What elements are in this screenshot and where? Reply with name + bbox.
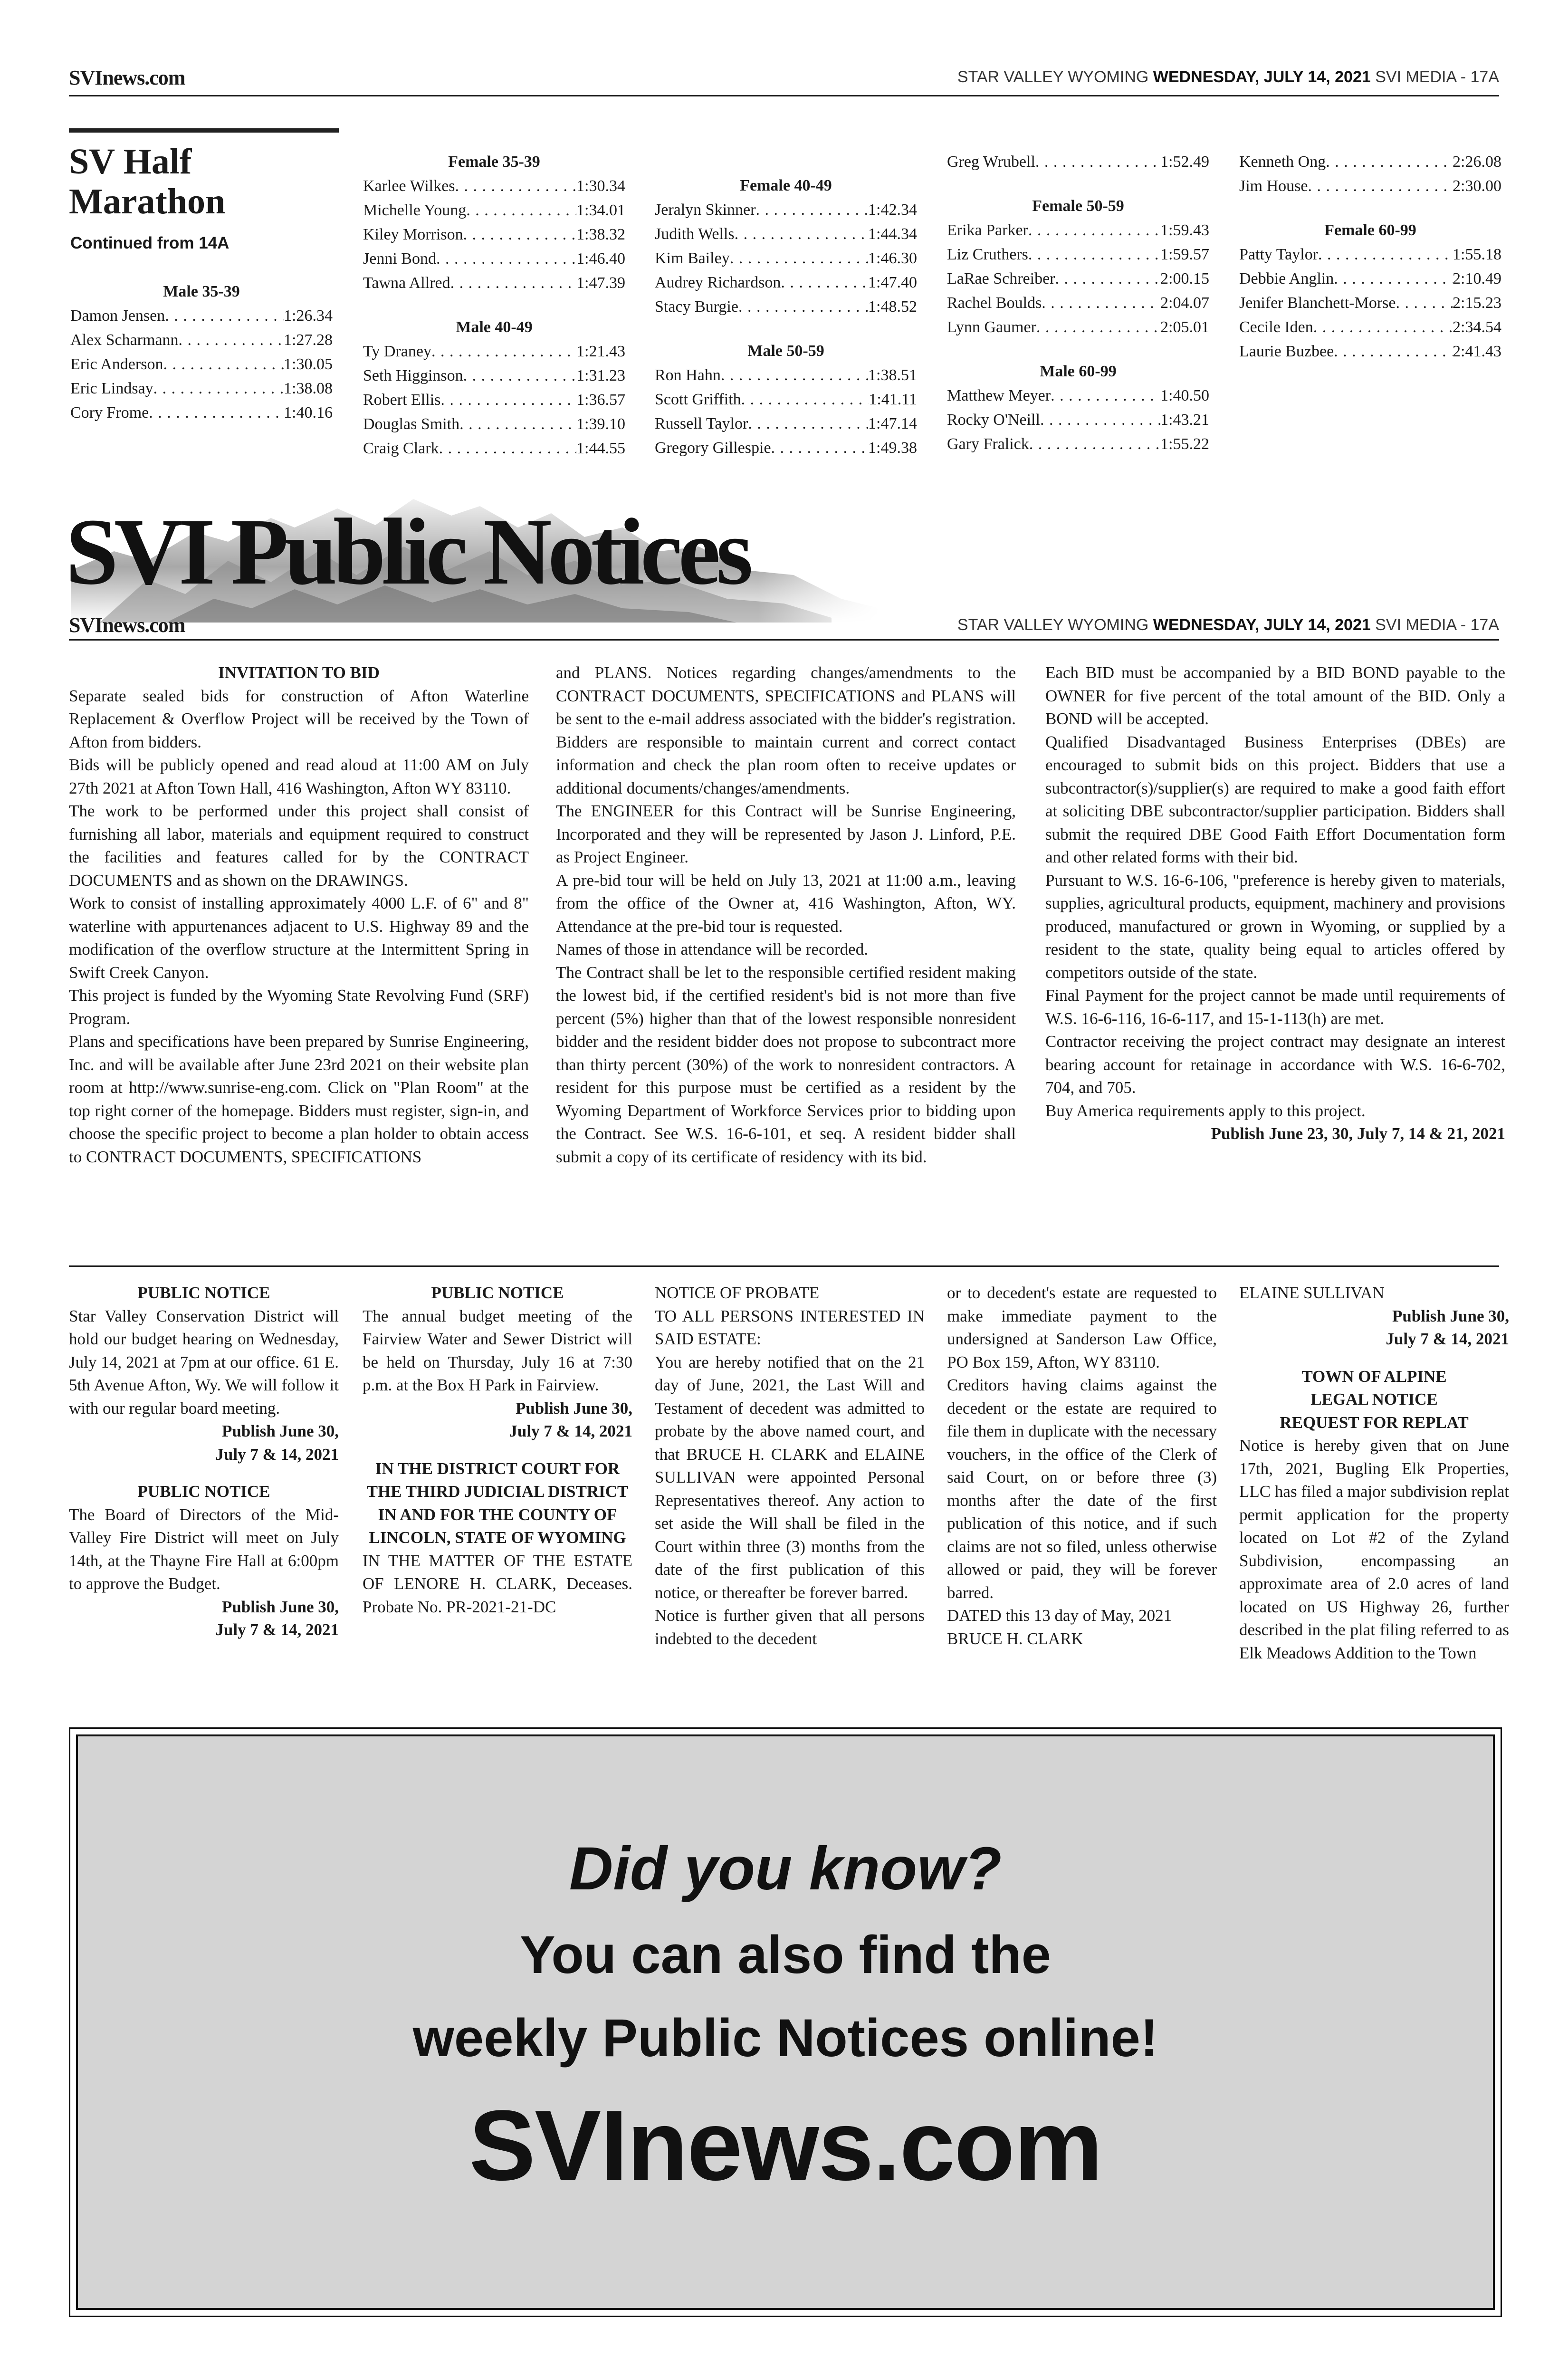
results-title-line2: Marathon — [69, 182, 226, 221]
runner-name: Seth Higginson — [363, 367, 463, 384]
dot-leader — [1040, 408, 1160, 432]
runner-name: LaRae Schreiber — [947, 270, 1055, 287]
runner-name: Audrey Richardson — [655, 274, 781, 291]
dot-leader — [179, 328, 284, 352]
dot-leader — [781, 270, 868, 295]
group-spacer — [363, 295, 625, 315]
result-row — [1239, 267, 1501, 291]
result-row — [947, 267, 1209, 291]
notice-paragraph: Final Payment for the project cannot be made until requirements of W.S. 16-6-116, 16-6-117, and 15-1-113(h) are met. — [1045, 986, 1505, 1028]
finish-time: 1:40.16 — [284, 404, 333, 422]
notice-paragraph: Separate sealed bids for construction of Afton Waterline Replacement & Overflow Project will be received by the Town of Afton from bidders. — [69, 686, 529, 751]
runner-name: Lynn Gaumer — [947, 318, 1036, 336]
dot-leader — [436, 247, 576, 271]
notice-paragraph: INVITATION TO BID — [218, 663, 380, 682]
dot-leader — [466, 198, 576, 222]
runner-name: Laurie Buzbee — [1239, 343, 1334, 360]
result-row — [70, 376, 333, 401]
runner-name: Stacy Burgie — [655, 298, 738, 316]
notice-paragraph: Plans and specifications have been prepared by Sunrise Engineering, Inc. and will be available after June 23rd 2021 on their website plan room at http://www.sunrise-eng.com. Click on "Plan Room" at the top right corner of the homepage. Bidders must register, sign-in, and choose the specific project to become a plan holder to obtain access to CONTRACT DOCUMENTS, SPECIFICATIONS — [69, 1032, 529, 1166]
finish-time: 2:34.54 — [1453, 318, 1501, 336]
runner-name: Kiley Morrison — [363, 226, 463, 243]
result-row — [363, 174, 625, 198]
runner-name: Craig Clark — [363, 440, 439, 457]
finish-time: 2:26.08 — [1453, 153, 1501, 171]
runner-name: Alex Scharmann — [70, 331, 179, 349]
dot-leader — [741, 387, 869, 412]
runner-name: Eric Lindsay — [70, 380, 153, 397]
finish-time: 1:36.57 — [576, 391, 625, 409]
ad-website-link[interactable]: SVInews.com — [469, 2089, 1102, 2201]
result-row — [655, 270, 917, 295]
notice-paragraph: A pre-bid tour will be held on July 13, 2021 at 11:00 a.m., leaving from the office of the Owner at, 416 Washington, Afton, WY. Attendance at the pre-bid tour is requested. — [556, 871, 1016, 936]
runner-name: Matthew Meyer — [947, 387, 1051, 404]
page-number: SVI MEDIA - 17A — [1375, 616, 1499, 634]
dot-leader — [439, 436, 576, 460]
invitation-to-bid-col-2 — [556, 661, 1016, 1169]
result-row — [947, 218, 1209, 242]
age-group-heading: Male 40-49 — [456, 318, 533, 336]
result-row — [947, 291, 1209, 315]
result-row — [70, 352, 333, 376]
ad-panel — [76, 1734, 1495, 2310]
notice-paragraph: TO ALL PERSONS INTERESTED IN SAID ESTATE: — [655, 1306, 925, 1348]
runner-name: Gary Fralick — [947, 435, 1029, 453]
finish-time: 1:52.49 — [1160, 153, 1209, 171]
paragraph-spacer — [1239, 1351, 1509, 1365]
finish-time: 1:38.08 — [284, 380, 333, 397]
runner-name: Cecile Iden — [1239, 318, 1313, 336]
dot-leader — [1042, 291, 1160, 315]
dot-leader — [735, 222, 868, 246]
dot-leader — [1035, 150, 1160, 174]
result-row — [70, 304, 333, 328]
runner-name: Scott Griffith — [655, 391, 741, 408]
result-row — [363, 198, 625, 222]
runner-name: Karlee Wilkes — [363, 177, 455, 195]
finish-time: 1:30.05 — [284, 355, 333, 373]
runner-name: Erika Parker — [947, 221, 1028, 239]
notice-paragraph: BRUCE H. CLARK — [947, 1629, 1083, 1648]
finish-time: 2:10.49 — [1453, 270, 1501, 287]
paragraph-spacer — [69, 1466, 339, 1480]
result-row — [655, 198, 917, 222]
dot-leader — [1313, 315, 1453, 339]
notice-paragraph: Notice is hereby given that on June 17th, 2021, Bugling Elk Properties, LLC has filed a major subdivision replat permit application for the property located on Lot #2 of the Zyland Subdivision, encompassing an approximate area of 2.0 acres of land located on US Highway 26, further described in the plat filing referred to as Elk Meadows Addition to the Town — [1239, 1436, 1509, 1662]
result-row — [947, 432, 1209, 456]
notice-paragraph: Bids will be publicly opened and read aloud at 11:00 AM on July 27th 2021 at Afton Town Hall, 416 Washington, Afton WY 83110. — [69, 756, 529, 797]
finish-time: 1:40.50 — [1160, 387, 1209, 404]
runner-name: Gregory Gillespie — [655, 439, 771, 457]
result-row — [1239, 339, 1501, 364]
result-row — [655, 387, 917, 412]
dot-leader — [730, 246, 868, 270]
notice-paragraph: The Contract shall be let to the responsible certified resident making the lowest bid, if the certified resident's bid is not more than five percent (5%) higher than that of the lowest responsible nonresident bidder and the resident bidder does not propose to subcontract more than thirty percent (30%) of the work to nonresident contractors. A resident for this purpose must be certified as a resident by the Wyoming Department of Workforce Services prior to bidding upon the Contract. See W.S. 16-6-101, et seq. A resident bidder shall submit a copy of its certificate of residency with its bid. — [556, 963, 1016, 1166]
notices-col-1 — [69, 1282, 339, 1642]
dot-leader — [1029, 432, 1160, 456]
page-header-info-secondary — [957, 616, 1499, 634]
online-notices-ad — [69, 1727, 1502, 2317]
notice-paragraph: July 7 & 14, 2021 — [215, 1620, 339, 1639]
notices-col-5 — [1239, 1282, 1509, 1665]
result-row — [947, 315, 1209, 339]
results-column-1 — [70, 279, 333, 425]
result-row — [363, 247, 625, 271]
dot-leader — [1326, 150, 1453, 174]
finish-time: 1:39.10 — [576, 415, 625, 433]
result-row — [655, 295, 917, 319]
dot-leader — [738, 295, 868, 319]
notices-divider-rule — [69, 1265, 1499, 1267]
runner-name: Judith Wells — [655, 225, 735, 243]
runner-name: Ron Hahn — [655, 366, 721, 384]
runner-name: Rocky O'Neill — [947, 411, 1040, 429]
dot-leader — [165, 304, 284, 328]
runner-name: Jeralyn Skinner — [655, 201, 756, 219]
runner-name: Tawna Allred — [363, 274, 450, 292]
dot-leader — [1051, 383, 1160, 408]
age-group-heading: Female 50-59 — [1032, 197, 1124, 215]
group-spacer — [947, 339, 1209, 359]
finish-time: 1:46.40 — [576, 250, 625, 268]
result-row — [655, 412, 917, 436]
notice-paragraph: or to decedent's estate are requested to make immediate payment to the undersigned at Sanderson Law Office, PO Box 159, Afton, WY 83110. — [947, 1284, 1217, 1371]
result-row — [1239, 150, 1501, 174]
result-row — [363, 271, 625, 295]
dot-leader — [440, 388, 576, 412]
results-column-2 — [363, 150, 625, 460]
notice-paragraph: Pursuant to W.S. 16-6-106, "preference is hereby given to materials, supplies, agricultural products, equipment, machinery and provisions produced, manufactured or grown in Wyoming, or supplied by a resident to the state, quality being equal to articles offered by competitors outside of the state. — [1045, 871, 1505, 982]
finish-time: 2:05.01 — [1160, 318, 1209, 336]
notice-paragraph: IN THE MATTER OF THE ESTATE OF LENORE H. CLARK, Deceases. Probate No. PR-2021-21-DC — [363, 1551, 632, 1616]
runner-name: Jenni Bond — [363, 250, 436, 268]
finish-time: 1:46.30 — [868, 249, 917, 267]
page-number: SVI MEDIA - 17A — [1375, 68, 1499, 86]
notice-paragraph: DATED this 13 day of May, 2021 — [947, 1606, 1172, 1625]
results-title — [69, 142, 225, 221]
notice-paragraph: The annual budget meeting of the Fairview Water and Sewer District will be held on Thursday, July 16 at 7:30 p.m. at the Box H Park in Fairview. — [363, 1306, 632, 1394]
result-row — [70, 401, 333, 425]
dot-leader — [755, 198, 868, 222]
result-row — [947, 242, 1209, 267]
result-row — [363, 412, 625, 436]
runner-name: Robert Ellis — [363, 391, 441, 409]
group-spacer — [1239, 198, 1501, 218]
finish-time: 1:26.34 — [284, 307, 333, 325]
issue-date: WEDNESDAY, JULY 14, 2021 — [1153, 68, 1371, 86]
result-row — [947, 408, 1209, 432]
notice-paragraph: Publish June 30, — [1392, 1306, 1509, 1325]
notice-paragraph: July 7 & 14, 2021 — [1386, 1330, 1509, 1348]
runner-name: Patty Taylor — [1239, 246, 1319, 263]
runner-name: Rachel Boulds — [947, 294, 1042, 312]
runner-name: Douglas Smith — [363, 415, 460, 433]
finish-time: 1:21.43 — [576, 343, 625, 360]
finish-time: 1:55.18 — [1453, 246, 1501, 263]
ad-headline: Did you know? — [569, 1835, 1002, 1903]
runner-name: Damon Jensen — [70, 307, 165, 325]
result-row — [363, 339, 625, 364]
result-row — [655, 436, 917, 460]
result-row — [70, 328, 333, 352]
issue-date: WEDNESDAY, JULY 14, 2021 — [1153, 616, 1371, 634]
finish-time: 1:42.34 — [868, 201, 917, 219]
result-row — [947, 383, 1209, 408]
notices-col-3 — [655, 1282, 925, 1650]
runner-name: Liz Cruthers — [947, 246, 1028, 263]
page-header-info — [957, 68, 1499, 86]
result-row — [363, 388, 625, 412]
finish-time: 2:04.07 — [1160, 294, 1209, 312]
finish-time: 1:27.28 — [284, 331, 333, 349]
dot-leader — [153, 376, 284, 401]
finish-time: 2:00.15 — [1160, 270, 1209, 287]
continued-note: Continued from 14A — [70, 234, 229, 252]
age-group-heading: Female 35-39 — [448, 153, 540, 171]
result-row — [363, 222, 625, 247]
age-group-heading: Female 40-49 — [740, 177, 832, 194]
notice-paragraph: Buy America requirements apply to this project. — [1045, 1101, 1366, 1120]
finish-time: 1:34.01 — [576, 201, 625, 219]
notice-paragraph: You are hereby notified that on the 21 day of June, 2021, the Last Will and Testament of decedent was admitted to probate by the above named court, and that BRUCE H. CLARK and ELAINE SULLIVAN were appointed Personal Representatives thereof. Any action to set aside the Will shall be filed in the Court within three (3) months from the date of the first publication of this notice, or thereafter be forever barred. — [655, 1352, 925, 1602]
notice-paragraph: The work to be performed under this project shall consist of furnishing all labor, materials and equipment required to construct the facilities and features called for by the CONTRACT DOCUMENTS and as shown on the DRAWINGS. — [69, 802, 529, 890]
notices-col-2 — [363, 1282, 632, 1619]
dot-leader — [748, 412, 868, 436]
notice-paragraph: July 7 & 14, 2021 — [509, 1422, 632, 1440]
results-column-5 — [1239, 150, 1501, 364]
result-row — [363, 436, 625, 460]
site-name-secondary[interactable]: SVInews.com — [69, 613, 185, 637]
notice-paragraph: Names of those in attendance will be recorded. — [556, 940, 868, 958]
notice-paragraph: LEGAL NOTICE — [1310, 1390, 1438, 1408]
runner-name: Ty Draney — [363, 343, 431, 360]
notice-paragraph: Creditors having claims against the decedent or the estate are required to file them in duplicate with the necessary vouchers, in the office of the Clerk of said Court, on or before three (3) months after the date of the first publication of this notice, and if such claims are not so filed, unless otherwise allowed or paid, they will be forever barred. — [947, 1376, 1217, 1602]
section-title-rule — [69, 128, 339, 133]
dot-leader — [149, 401, 284, 425]
dot-leader — [163, 352, 284, 376]
site-name[interactable]: SVInews.com — [69, 66, 185, 89]
result-row — [1239, 315, 1501, 339]
runner-name: Cory Frome — [70, 404, 149, 422]
group-spacer — [947, 174, 1209, 194]
notice-paragraph: Each BID must be accompanied by a BID BOND payable to the OWNER for five percent of the total amount of the BID. Only a BOND will be accepted. — [1045, 663, 1505, 728]
dot-leader — [459, 412, 576, 436]
notice-paragraph: PUBLIC NOTICE — [137, 1482, 270, 1501]
notice-paragraph: This project is funded by the Wyoming State Revolving Fund (SRF) Program. — [69, 986, 529, 1028]
invitation-to-bid-col-1 — [69, 661, 529, 1169]
notice-paragraph: Publish June 30, — [515, 1399, 632, 1418]
dot-leader — [771, 436, 869, 460]
runner-name: Debbie Anglin — [1239, 270, 1334, 287]
notice-paragraph: REQUEST FOR REPLAT — [1280, 1413, 1469, 1432]
finish-time: 1:55.22 — [1160, 435, 1209, 453]
ad-line-3: weekly Public Notices online! — [412, 2008, 1158, 2068]
notice-paragraph: The ENGINEER for this Contract will be Sunrise Engineering, Incorporated and they will be represented by Jason J. Linford, P.E. as Project Engineer. — [556, 802, 1016, 866]
dot-leader — [1334, 267, 1453, 291]
results-title-line1: SV Half — [69, 142, 192, 182]
results-column-3 — [655, 173, 917, 460]
dot-leader — [463, 364, 576, 388]
header-rule — [69, 95, 1499, 96]
dot-leader — [450, 271, 576, 295]
result-row — [1239, 291, 1501, 315]
finish-time: 1:43.21 — [1160, 411, 1209, 429]
result-row — [655, 222, 917, 246]
finish-time: 1:59.57 — [1160, 246, 1209, 263]
dot-leader — [1028, 218, 1160, 242]
notice-paragraph: TOWN OF ALPINE — [1301, 1367, 1447, 1386]
notice-paragraph: Publish June 23, 30, July 7, 14 & 21, 2021 — [1211, 1124, 1505, 1143]
age-group-heading: Female 60-99 — [1324, 221, 1416, 239]
notice-paragraph: ELAINE SULLIVAN — [1239, 1284, 1385, 1302]
age-group-heading: Male 60-99 — [1040, 363, 1117, 380]
finish-time: 1:47.40 — [868, 274, 917, 291]
ad-line-2: You can also find the — [519, 1925, 1052, 1984]
results-column-4 — [947, 150, 1209, 456]
public-notices-title: SVI Public Notices — [66, 499, 749, 604]
dot-leader — [431, 339, 576, 364]
notice-paragraph: July 7 & 14, 2021 — [215, 1445, 339, 1464]
result-row — [363, 364, 625, 388]
paragraph-spacer — [363, 1443, 632, 1457]
runner-name: Jenifer Blanchett-Morse — [1239, 294, 1396, 312]
notice-paragraph: The Board of Directors of the Mid-Valley Fire District will meet on July 14th, at the Thayne Fire Hall at 6:00pm to approve the Budget. — [69, 1505, 339, 1593]
notice-paragraph: Work to consist of installing approximately 4000 L.F. of 6" and 8" waterline with appurtenances adjacent to U.S. Highway 89 and the modification of the overflow structure at the Intermittent Spring in Swift Creek Canyon. — [69, 894, 529, 982]
notice-paragraph: Contractor receiving the project contract may designate an interest bearing account for retainage in accordance with W.S. 16-6-702, 704, and 705. — [1045, 1032, 1505, 1097]
finish-time: 1:41.11 — [869, 391, 917, 408]
finish-time: 2:30.00 — [1453, 177, 1501, 195]
publication-location: STAR VALLEY WYOMING — [957, 68, 1149, 86]
notices-col-4 — [947, 1282, 1217, 1650]
dot-leader — [1334, 339, 1453, 364]
dot-leader — [463, 222, 576, 247]
finish-time: 1:44.34 — [868, 225, 917, 243]
finish-time: 1:49.38 — [868, 439, 917, 457]
notice-paragraph: Star Valley Conservation District will hold our budget hearing on Wednesday, July 14, 2021 at 7pm at our office. 61 E. 5th Avenue Afton, Wy. We will follow it with our regular board meeting. — [69, 1306, 339, 1418]
publication-location: STAR VALLEY WYOMING — [957, 616, 1149, 634]
notice-paragraph: Publish June 30, — [221, 1422, 339, 1440]
finish-time: 1:59.43 — [1160, 221, 1209, 239]
banner-rule — [69, 639, 1499, 641]
invitation-to-bid-col-3 — [1045, 661, 1505, 1146]
finish-time: 1:48.52 — [868, 298, 917, 316]
notice-paragraph: NOTICE OF PROBATE — [655, 1284, 820, 1302]
finish-time: 1:30.34 — [576, 177, 625, 195]
result-row — [655, 363, 917, 387]
runner-name: Kenneth Ong — [1239, 153, 1326, 171]
finish-time: 1:38.32 — [576, 226, 625, 243]
group-spacer — [655, 319, 917, 339]
runner-name: Eric Anderson — [70, 355, 163, 373]
dot-leader — [1055, 267, 1161, 291]
runner-name: Greg Wrubell — [947, 153, 1035, 171]
finish-time: 1:31.23 — [576, 367, 625, 384]
result-row — [1239, 242, 1501, 267]
finish-time: 1:44.55 — [576, 440, 625, 457]
notice-paragraph: Publish June 30, — [221, 1597, 339, 1616]
result-row — [947, 150, 1209, 174]
dot-leader — [1036, 315, 1160, 339]
dot-leader — [721, 363, 868, 387]
finish-time: 1:47.39 — [576, 274, 625, 292]
finish-time: 1:38.51 — [868, 366, 917, 384]
dot-leader — [1318, 242, 1453, 267]
notice-paragraph: Qualified Disadvantaged Business Enterprises (DBEs) are encouraged to submit bids on this project. Bidders that use a subcontractor(s)/supplier(s) are required to make a good faith effort at soliciting DBE subcontractor/supplier participation. Bidders shall submit the required DBE Good Faith Effort Documentation form and other related forms with their bid. — [1045, 732, 1505, 866]
finish-time: 2:41.43 — [1453, 343, 1501, 360]
dot-leader — [1308, 174, 1453, 198]
notice-paragraph: PUBLIC NOTICE — [137, 1284, 270, 1302]
age-group-heading: Male 50-59 — [747, 342, 824, 360]
notice-paragraph: IN AND FOR THE COUNTY OF LINCOLN, STATE OF WYOMING — [369, 1505, 626, 1547]
dot-leader — [1396, 291, 1453, 315]
notice-paragraph: and PLANS. Notices regarding changes/amendments to the CONTRACT DOCUMENTS, SPECIFICATIONS and PLANS will be sent to the e-mail address associated with the bidder's registration. Bidders are responsible to maintain current and correct contact information and check the plan room often to receive updates or additional documents/changes/amendments. — [556, 663, 1016, 797]
result-row — [655, 246, 917, 270]
result-row — [1239, 174, 1501, 198]
dot-leader — [455, 174, 576, 198]
runner-name: Russell Taylor — [655, 415, 748, 432]
finish-time: 1:47.14 — [868, 415, 917, 432]
finish-time: 2:15.23 — [1453, 294, 1501, 312]
notice-paragraph: Notice is further given that all persons indebted to the decedent — [655, 1606, 925, 1648]
dot-leader — [1028, 242, 1160, 267]
notice-paragraph: PUBLIC NOTICE — [431, 1284, 564, 1302]
age-group-heading: Male 35-39 — [163, 283, 240, 300]
runner-name: Jim House — [1239, 177, 1308, 195]
runner-name: Kim Bailey — [655, 249, 730, 267]
notice-paragraph: IN THE DISTRICT COURT FOR THE THIRD JUDICIAL DISTRICT — [366, 1459, 629, 1501]
runner-name: Michelle Young — [363, 201, 467, 219]
